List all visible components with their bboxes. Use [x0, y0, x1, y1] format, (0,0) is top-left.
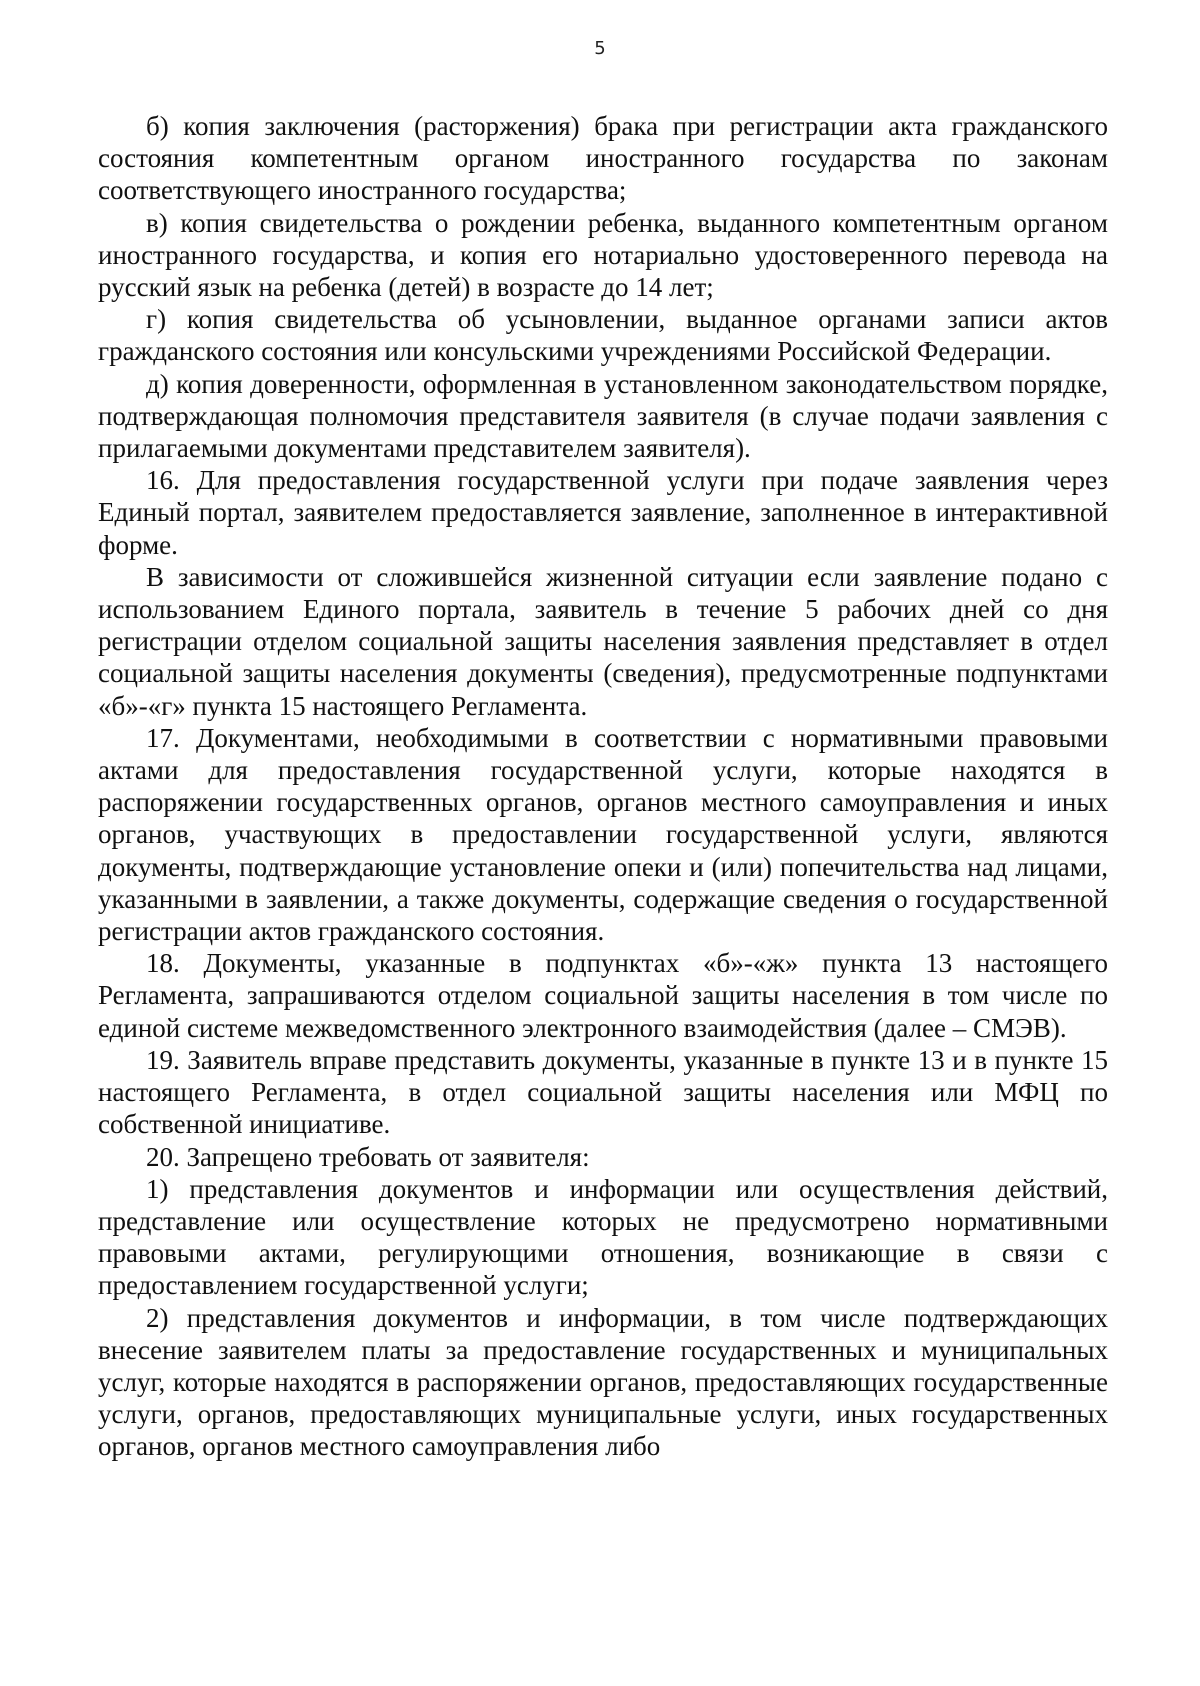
paragraph-v-birth-certificate: в) копия свидетельства о рождении ребенка, выданного компетентным органом иностранного государства, и копия его нотариально удостоверенного перевода на русский язык на ребенка (детей) в возрасте до 14 лет;: [98, 207, 1108, 303]
paragraph-18-smev-requests: 18. Документы, указанные в подпунктах «б»-«ж» пункта 13 настоящего Регламента, запрашиваются отделом социальной защиты населения в том числе по единой системе межведомственного электронного взаимодействия (далее – СМЭВ).: [98, 948, 1108, 1043]
paragraph-g-adoption-certificate: г) копия свидетельства об усыновлении, выданное органами записи актов гражданского состояния или консульскими учреждениями Российской Федерации.: [98, 304, 1108, 367]
paragraph-20-item-2: 2) представления документов и информации, в том числе подтверждающих внесение заявителем платы за предоставление государственных и муниципальных услуг, которые находятся в распоряжении органов, предоставляющих государственные услуги, органов, предоставляющих муниципальные услуги, иных государственных органов, органов местного самоуправления либо: [98, 1302, 1108, 1462]
paragraph-20-item-1: 1) представления документов и информации или осуществления действий, представление или осуществление которых не предусмотрено нормативными правовыми актами, регулирующими отношения, возникающие в связи с предоставлением государственной услуги;: [98, 1173, 1108, 1301]
paragraph-b-marriage-copy: б) копия заключения (расторжения) брака при регистрации акта гражданского состояния компетентным органом иностранного государства по законам соответствующего иностранного государства;: [98, 111, 1108, 206]
document-body: [98, 110, 1108, 1463]
paragraph-17-required-documents: 17. Документами, необходимыми в соответствии с нормативными правовыми актами для предоставления государственной услуги, которые находятся в распоряжении государственных органов, органов местного самоуправления и иных органов, участвующих в предоставлении государственной услуги, являются документы, подтверждающие установление опеки и (или) попечительства над лицами, указанными в заявлении, а также документы, содержащие сведения о государственной регистрации актов гражданского состояния.: [98, 722, 1108, 947]
paragraph-16-single-portal: 16. Для предоставления государственной услуги при подаче заявления через Единый портал, заявителем предоставляется заявление, заполненное в интерактивной форме.: [98, 465, 1108, 560]
paragraph-19-own-initiative: 19. Заявитель вправе представить документы, указанные в пункте 13 и в пункте 15 настоящего Регламента, в отдел социальной защиты населения или МФЦ по собственной инициативе.: [98, 1044, 1108, 1140]
paragraph-16-documents-deadline: В зависимости от сложившейся жизненной ситуации если заявление подано с использованием Единого портала, заявитель в течение 5 рабочих дней со дня регистрации отделом социальной защиты населения заявления представляет в отдел социальной защиты населения документы (сведения), предусмотренные подпунктами «б»-«г» пункта 15 настоящего Регламента.: [98, 561, 1108, 721]
paragraph-d-power-of-attorney: д) копия доверенности, оформленная в установленном законодательством порядке, подтверждающая полномочия представителя заявителя (в случае подачи заявления с прилагаемыми документами представителем заявителя).: [98, 368, 1108, 464]
paragraph-20-prohibitions: 20. Запрещено требовать от заявителя:: [146, 1141, 590, 1172]
page-number: 5: [594, 38, 606, 59]
